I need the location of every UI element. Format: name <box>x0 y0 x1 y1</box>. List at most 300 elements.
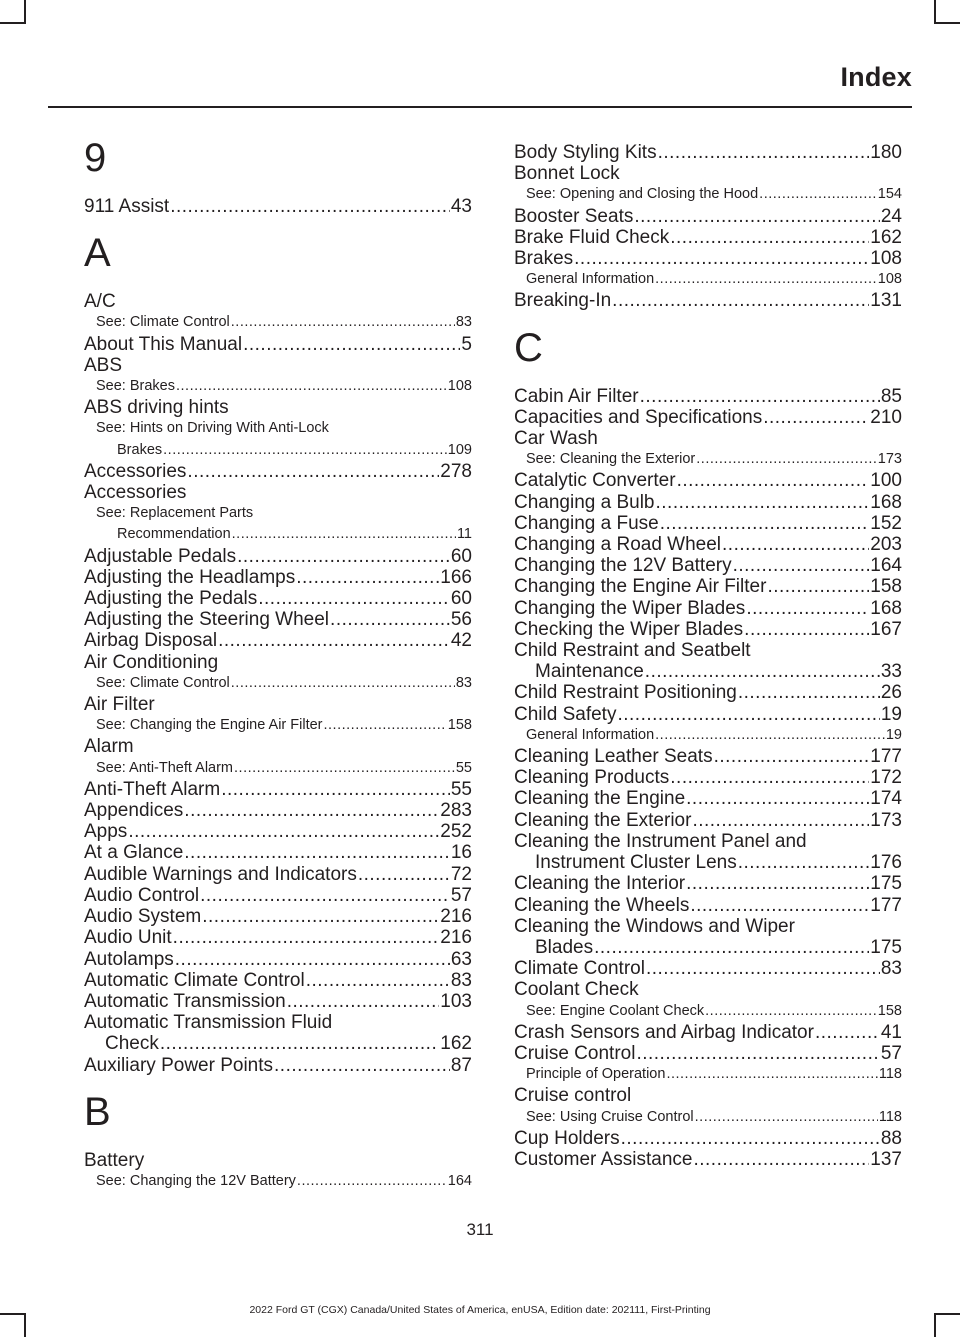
entry-line <box>84 949 472 970</box>
index-entry[interactable] <box>84 355 472 397</box>
index-entry[interactable] <box>514 979 902 1021</box>
dot-leader <box>306 970 450 991</box>
dot-leader <box>722 534 869 555</box>
entry-line <box>514 576 902 597</box>
entry-line <box>514 979 902 1000</box>
page-reference[interactable]: 24 <box>880 205 902 227</box>
page-reference[interactable]: 180 <box>870 142 902 163</box>
entry-text: ABS driving hints <box>84 397 229 419</box>
page-reference[interactable]: 173 <box>870 809 902 831</box>
index-entry[interactable] <box>514 831 902 873</box>
index-sub-entry[interactable] <box>84 758 472 779</box>
dot-leader <box>744 619 869 640</box>
dot-leader <box>714 746 870 767</box>
page-reference[interactable]: 16 <box>450 842 472 864</box>
sub-entry-line <box>526 1001 902 1022</box>
entry-text: Audio Control <box>84 884 200 906</box>
page-reference[interactable]: 72 <box>450 863 472 885</box>
index-entry[interactable] <box>84 842 472 863</box>
index-entry[interactable] <box>84 588 472 609</box>
index-entry-main <box>84 291 472 312</box>
entry-text: Climate Control <box>514 958 645 980</box>
dot-leader <box>184 842 450 863</box>
page-reference[interactable]: 164 <box>447 1172 472 1189</box>
page-reference[interactable]: 83 <box>450 969 472 991</box>
index-entry-main <box>514 163 902 184</box>
index-entry[interactable] <box>84 800 472 821</box>
page-reference[interactable]: 33 <box>880 661 902 683</box>
page-reference[interactable]: 108 <box>447 378 472 395</box>
entry-text: Changing the 12V Battery <box>514 555 732 577</box>
page-reference[interactable]: 42 <box>450 630 472 652</box>
dot-leader <box>175 949 450 970</box>
index-entry[interactable] <box>84 1012 472 1054</box>
dot-leader <box>358 864 450 885</box>
index-entry[interactable] <box>514 142 902 163</box>
index-entry[interactable] <box>84 864 472 885</box>
page-reference[interactable]: 83 <box>455 674 472 691</box>
entry-text: Changing a Road Wheel <box>514 534 722 556</box>
section-letter-heading: A <box>84 231 111 276</box>
page-reference[interactable]: 210 <box>870 406 902 428</box>
index-entry[interactable] <box>84 291 472 333</box>
entry-text: Cleaning the Engine <box>514 788 686 810</box>
index-entry[interactable] <box>514 1022 902 1043</box>
entry-line <box>84 291 472 312</box>
index-entry[interactable] <box>514 1085 902 1127</box>
index-sub-entry[interactable] <box>514 725 902 746</box>
dot-leader <box>815 1022 880 1043</box>
entry-line <box>84 800 472 821</box>
sub-entry-line <box>96 524 472 545</box>
index-entry-main <box>514 1085 902 1106</box>
index-entry-main <box>84 546 472 567</box>
index-sub-entry[interactable] <box>514 269 902 290</box>
entry-text: Crash Sensors and Airbag Indicator <box>514 1021 814 1043</box>
sub-entry-text: See: Changing the Engine Air Filter <box>96 717 323 734</box>
page-reference[interactable]: 108 <box>877 271 902 288</box>
page-reference[interactable]: 57 <box>450 884 472 906</box>
index-entry[interactable] <box>514 290 902 311</box>
index-entry-main <box>514 428 902 449</box>
dot-leader <box>763 407 869 428</box>
page-reference[interactable]: 83 <box>455 314 472 331</box>
entry-text: Brake Fluid Check <box>514 226 670 248</box>
index-entry[interactable] <box>514 598 902 619</box>
index-entry[interactable] <box>514 767 902 788</box>
entry-text: Audio System <box>84 906 202 928</box>
sub-entry-line <box>96 376 472 397</box>
index-sub-entry[interactable] <box>84 715 472 736</box>
dot-leader <box>733 555 870 576</box>
entry-text: ABS <box>84 354 123 376</box>
page-reference[interactable]: 216 <box>440 906 472 928</box>
index-entry-main <box>84 736 472 757</box>
index-sub-entry[interactable] <box>84 312 472 333</box>
page-reference[interactable]: 87 <box>450 1054 472 1076</box>
page-reference[interactable]: 60 <box>450 588 472 610</box>
index-entry[interactable] <box>84 482 472 546</box>
page-reference[interactable]: 174 <box>870 788 902 810</box>
page-reference[interactable]: 43 <box>450 196 472 217</box>
index-entry[interactable] <box>84 970 472 991</box>
sub-entry-line <box>96 715 472 736</box>
index-entry-main <box>84 482 472 503</box>
index-sub-entry[interactable] <box>84 1171 472 1192</box>
dot-leader <box>670 767 869 788</box>
index-entry[interactable] <box>514 206 902 227</box>
index-sub-entry[interactable] <box>84 376 472 397</box>
entry-text: Cleaning the Exterior <box>514 809 692 831</box>
page-reference[interactable]: 118 <box>878 1066 902 1083</box>
index-entry[interactable] <box>514 492 902 513</box>
page-reference[interactable]: 177 <box>870 894 902 916</box>
entry-text: Alarm <box>84 736 134 758</box>
page-reference[interactable]: 11 <box>456 526 472 543</box>
index-entry-main <box>514 895 902 916</box>
entry-line <box>84 652 472 673</box>
page-reference[interactable]: 158 <box>877 1002 902 1019</box>
page-reference[interactable]: 19 <box>880 703 902 725</box>
dot-leader <box>296 567 439 588</box>
index-entry[interactable] <box>514 428 902 470</box>
entry-line <box>514 407 902 428</box>
index-entry[interactable] <box>514 470 902 491</box>
page-reference[interactable]: 175 <box>870 873 902 895</box>
page-reference[interactable]: 26 <box>880 682 902 704</box>
page-reference[interactable]: 162 <box>870 226 902 248</box>
sub-entry-text: See: Opening and Closing the Hood <box>526 186 759 203</box>
page-reference[interactable]: 55 <box>455 759 472 776</box>
index-entry-main <box>84 334 472 355</box>
page-reference[interactable]: 83 <box>880 958 902 980</box>
entry-text: Cleaning the Instrument Panel and <box>514 830 807 852</box>
entry-text: Audible Warnings and Indicators <box>84 863 357 885</box>
index-entry-main <box>514 873 902 894</box>
sub-entry-text: General Information <box>526 271 655 288</box>
entry-line <box>514 746 902 767</box>
entry-line <box>84 609 472 630</box>
entry-line <box>84 927 472 948</box>
index-entry-main <box>84 630 472 651</box>
entry-line <box>514 788 902 809</box>
index-entry[interactable] <box>514 1043 902 1085</box>
page-reference[interactable]: 173 <box>877 451 902 468</box>
index-entry[interactable] <box>84 1055 472 1076</box>
page-reference[interactable]: 167 <box>870 618 902 640</box>
page-reference[interactable]: 56 <box>450 609 472 631</box>
dot-leader <box>640 386 880 407</box>
sub-entry-text: Principle of Operation <box>526 1066 666 1083</box>
index-entry-main <box>84 779 472 800</box>
entry-line <box>84 630 472 651</box>
page-reference[interactable]: 283 <box>440 800 472 822</box>
dot-leader <box>670 227 869 248</box>
page-reference[interactable]: 216 <box>440 927 472 949</box>
page-reference[interactable]: 177 <box>870 746 902 768</box>
dot-leader <box>297 1171 447 1192</box>
entry-text: Adjusting the Headlamps <box>84 566 296 588</box>
index-entry[interactable] <box>84 906 472 927</box>
dot-leader <box>234 758 455 779</box>
entry-line <box>84 779 472 800</box>
page-reference[interactable]: 158 <box>447 717 472 734</box>
index-entry[interactable] <box>84 196 472 217</box>
sub-entry-text: Recommendation <box>117 526 231 543</box>
page-reference[interactable]: 118 <box>878 1108 902 1125</box>
index-entry-main <box>514 227 902 248</box>
index-sub-entry[interactable] <box>514 1064 902 1085</box>
sub-entry-line <box>526 184 902 205</box>
page-reference[interactable]: 88 <box>880 1127 902 1149</box>
page-reference[interactable]: 168 <box>870 491 902 513</box>
entry-line <box>84 546 472 567</box>
page-reference[interactable]: 164 <box>870 555 902 577</box>
dot-leader <box>656 492 870 513</box>
index-sub-entry[interactable] <box>84 418 472 460</box>
page-reference[interactable]: 158 <box>870 576 902 598</box>
entry-text: At a Glance <box>84 842 184 864</box>
entry-line <box>514 852 902 873</box>
index-entry[interactable] <box>514 555 902 576</box>
entry-text: Cleaning Products <box>514 767 670 789</box>
entry-text: Automatic Climate Control <box>84 969 305 991</box>
page-reference[interactable]: 176 <box>870 852 902 874</box>
sub-entry-line <box>526 269 902 290</box>
dot-leader <box>686 873 869 894</box>
page-reference[interactable]: 252 <box>440 821 472 843</box>
index-entry[interactable] <box>514 788 902 809</box>
entry-text: Cleaning the Wheels <box>514 894 690 916</box>
dot-leader <box>696 449 877 470</box>
index-entry[interactable] <box>514 248 902 290</box>
entry-line <box>514 513 902 534</box>
index-entry[interactable] <box>84 927 472 948</box>
page-reference[interactable]: 166 <box>440 566 472 588</box>
index-entry[interactable] <box>514 895 902 916</box>
index-entry[interactable] <box>514 407 902 428</box>
entry-text: Battery <box>84 1149 145 1171</box>
index-entry-main <box>84 949 472 970</box>
index-entry[interactable] <box>84 567 472 588</box>
dot-leader <box>200 885 450 906</box>
index-entry[interactable] <box>84 652 472 694</box>
index-entry-main <box>514 1128 902 1149</box>
index-sub-entry[interactable] <box>514 1001 902 1022</box>
index-entry[interactable] <box>514 576 902 597</box>
index-entry-main <box>514 682 902 703</box>
index-entry-main <box>514 746 902 767</box>
entry-text: Changing a Bulb <box>514 491 655 513</box>
page-reference[interactable]: 203 <box>870 534 902 556</box>
dot-leader <box>693 1149 869 1170</box>
index-entry-main <box>84 970 472 991</box>
index-entry-main <box>84 355 472 376</box>
entry-line <box>84 482 472 503</box>
page-reference[interactable]: 108 <box>870 248 902 270</box>
index-entry[interactable] <box>84 779 472 800</box>
dot-leader <box>163 440 447 461</box>
sub-entry-text: See: Anti-Theft Alarm <box>96 759 234 776</box>
index-entry-main <box>84 1055 472 1076</box>
entry-line <box>514 831 902 852</box>
page-reference[interactable]: 57 <box>880 1042 902 1064</box>
index-entry-main <box>514 407 902 428</box>
sub-entry-line <box>96 1171 472 1192</box>
index-entry[interactable] <box>514 640 902 682</box>
dot-leader <box>243 334 460 355</box>
page-reference[interactable]: 85 <box>880 385 902 407</box>
dot-leader <box>202 906 439 927</box>
entry-text: Automatic Transmission Fluid <box>84 1012 333 1034</box>
index-sub-entry[interactable] <box>84 503 472 545</box>
index-entry-main <box>514 513 902 534</box>
entry-text: Apps <box>84 821 128 843</box>
index-entry-main <box>514 555 902 576</box>
crop-mark <box>934 1313 936 1337</box>
index-sub-entry[interactable] <box>514 184 902 205</box>
entry-text: Child Restraint Positioning <box>514 682 737 704</box>
page-reference[interactable]: 152 <box>870 512 902 534</box>
index-entry[interactable] <box>514 682 902 703</box>
index-sub-entry[interactable] <box>514 449 902 470</box>
dot-leader <box>746 598 869 619</box>
index-entry[interactable] <box>514 746 902 767</box>
index-entry[interactable] <box>514 1149 902 1170</box>
entry-line <box>514 386 902 407</box>
dot-leader <box>237 546 450 567</box>
dot-leader <box>232 524 456 545</box>
page-reference[interactable]: 172 <box>870 767 902 789</box>
page-reference[interactable]: 168 <box>870 597 902 619</box>
page-reference[interactable]: 162 <box>440 1033 472 1055</box>
page-reference[interactable]: 19 <box>885 726 902 743</box>
page-reference[interactable]: 154 <box>877 186 902 203</box>
index-sub-entry[interactable] <box>84 673 472 694</box>
index-sub-entry[interactable] <box>514 1107 902 1128</box>
index-entry[interactable] <box>84 334 472 355</box>
index-entry[interactable] <box>84 461 472 482</box>
entry-line <box>84 991 472 1012</box>
dot-leader <box>645 661 880 682</box>
index-entry[interactable] <box>84 397 472 461</box>
sub-entry-line <box>526 1064 902 1085</box>
page-number: 311 <box>466 1220 494 1239</box>
index-entry[interactable] <box>84 821 472 842</box>
index-entry-main <box>84 588 472 609</box>
dot-leader <box>176 376 447 397</box>
dot-leader <box>594 937 869 958</box>
page-reference[interactable]: 100 <box>870 470 902 492</box>
page-reference[interactable]: 278 <box>440 460 472 482</box>
entry-line <box>84 1033 472 1054</box>
page-reference[interactable]: 41 <box>880 1021 902 1043</box>
index-entry-main <box>514 810 902 831</box>
index-entry[interactable] <box>514 619 902 640</box>
dot-leader <box>184 800 439 821</box>
dot-leader <box>128 821 439 842</box>
dot-leader <box>574 248 869 269</box>
sub-entry-text: See: Engine Coolant Check <box>526 1002 705 1019</box>
entry-line <box>514 916 902 937</box>
index-entry[interactable] <box>84 736 472 778</box>
page-reference[interactable]: 137 <box>870 1148 902 1170</box>
entry-text: Changing a Fuse <box>514 512 659 534</box>
index-entry[interactable] <box>84 694 472 736</box>
index-entry-main <box>514 492 902 513</box>
entry-text: About This Manual <box>84 333 243 355</box>
index-entry-main <box>514 1022 902 1043</box>
entry-line <box>514 1085 902 1106</box>
sub-entry-text: See: Climate Control <box>96 674 230 691</box>
index-entry[interactable] <box>84 991 472 1012</box>
entry-line <box>514 873 902 894</box>
index-entry[interactable] <box>84 885 472 906</box>
index-entry[interactable] <box>514 386 902 407</box>
entry-text: Child Restraint and Seatbelt <box>514 640 751 662</box>
entry-line <box>84 694 472 715</box>
index-entry[interactable] <box>84 609 472 630</box>
index-entry[interactable] <box>514 810 902 831</box>
page-reference[interactable]: 5 <box>461 333 472 355</box>
entry-line <box>84 1055 472 1076</box>
page-reference[interactable]: 63 <box>450 948 472 970</box>
entry-line <box>514 704 902 725</box>
entry-line <box>514 206 902 227</box>
dot-leader <box>258 588 450 609</box>
index-entry[interactable] <box>514 916 902 958</box>
index-entry[interactable] <box>84 949 472 970</box>
index-entry[interactable] <box>514 163 902 205</box>
index-entry[interactable] <box>514 513 902 534</box>
entry-text: Automatic Transmission <box>84 990 286 1012</box>
entry-text: A/C <box>84 291 116 313</box>
sub-entry-line <box>526 725 902 746</box>
index-entry[interactable] <box>514 873 902 894</box>
page-reference[interactable]: 60 <box>450 545 472 567</box>
index-entry[interactable] <box>84 630 472 651</box>
entry-line <box>514 937 902 958</box>
entry-line <box>514 1043 902 1064</box>
index-entry-main <box>84 1150 472 1171</box>
entry-line <box>84 397 472 418</box>
page-reference[interactable]: 55 <box>450 778 472 800</box>
index-entry-main <box>514 598 902 619</box>
page-reference[interactable]: 131 <box>870 290 902 312</box>
page-reference[interactable]: 175 <box>870 936 902 958</box>
index-entry[interactable] <box>514 534 902 555</box>
index-entry-main <box>84 800 472 821</box>
entry-text: Appendices <box>84 800 184 822</box>
dot-leader <box>759 184 877 205</box>
index-entry[interactable] <box>514 227 902 248</box>
index-entry[interactable] <box>514 958 902 979</box>
index-entry[interactable] <box>514 704 902 746</box>
entry-text: Maintenance <box>535 661 644 683</box>
entry-text: Catalytic Converter <box>514 470 676 492</box>
sub-entry-line <box>96 418 472 439</box>
index-entry[interactable] <box>84 546 472 567</box>
index-entry-main <box>84 652 472 673</box>
entry-line <box>514 163 902 184</box>
page-reference[interactable]: 103 <box>440 990 472 1012</box>
page-reference[interactable]: 109 <box>447 441 472 458</box>
entry-text: Adjustable Pedals <box>84 545 237 567</box>
entry-text: Bonnet Lock <box>514 163 620 185</box>
sub-entry-line <box>526 449 902 470</box>
index-entry[interactable] <box>514 1128 902 1149</box>
index-entry[interactable] <box>84 1150 472 1192</box>
